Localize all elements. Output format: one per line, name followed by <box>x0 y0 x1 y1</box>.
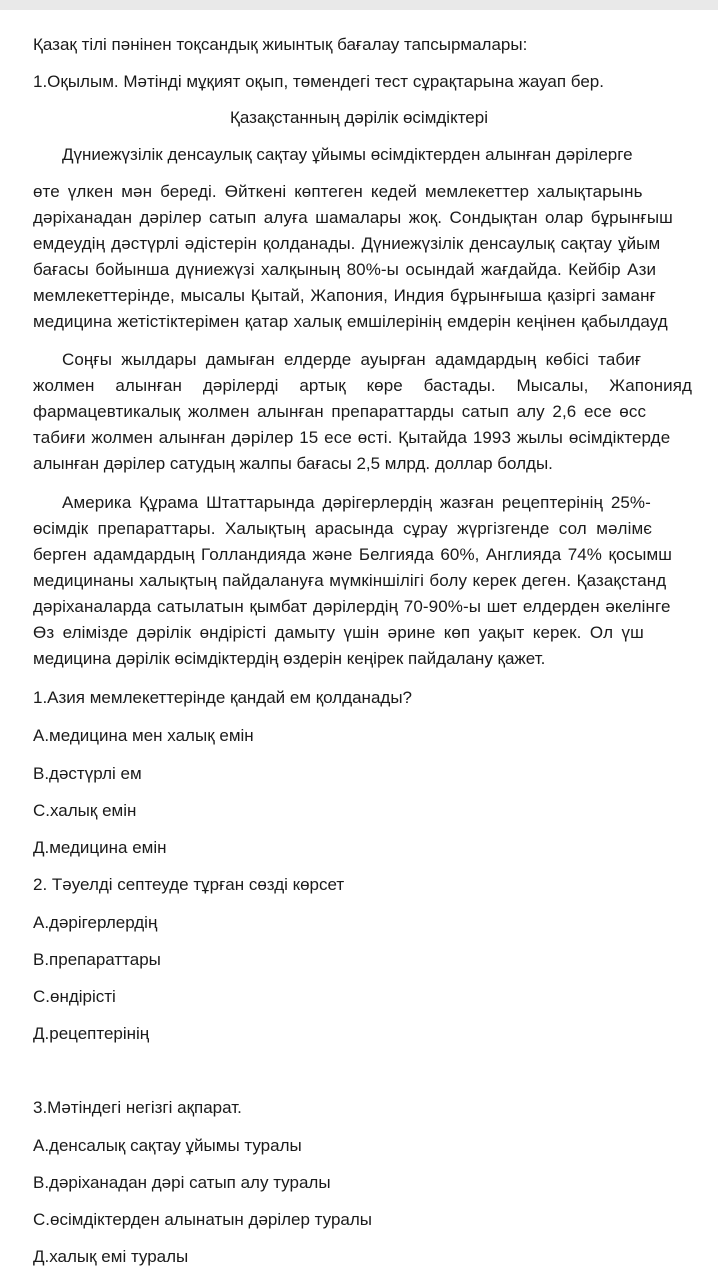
paragraph-line: табиғи жолмен алынған дәрілер 15 есе өсті. Қытайда 1993 жылы өсімдіктерде <box>33 428 671 447</box>
paragraph-line: берген адамдардың Голландияда және Белгияда 60%, Англияда 74% қосымш <box>33 545 672 564</box>
paragraph-line: Өз елімізде дәрілік өндірісті дамыту үшін әрине көп уақыт керек. Ол үш <box>33 623 644 642</box>
header: Қазақ тілі пәнінен тоқсандық жиынтық бағалау тапсырмалары: <box>33 35 528 54</box>
paragraph-line: фармацевтикалық жолмен алынған препараттарды сатып алу 2,6 есе өсс <box>33 402 647 421</box>
answer-option[interactable]: В.дәріханадан дәрі сатып алу туралы <box>33 1173 331 1192</box>
paragraph-line: дәріханадан дәрілер сатып алуға шамалары жоқ. Сондықтан олар бұрынғыш <box>33 208 673 227</box>
paragraph-line: өсімдік препараттары. Халықтың арасында сұрау жүргізгенде сол мәлімє <box>33 519 653 538</box>
answer-option[interactable]: С.өсімдіктерден алынатын дәрілер туралы <box>33 1210 373 1229</box>
answer-option[interactable]: А.денсалық сақтау ұйымы туралы <box>33 1136 302 1155</box>
paragraph-line: медицина дәрілік өсімдіктердің өздерін кеңірек пайдалану қажет. <box>33 649 546 668</box>
paragraph-line: медицинаны халықтың пайдалануға мүмкіншілігі болу керек деген. Қазақстанд <box>33 571 667 590</box>
question-3: 3.Мәтіндегі негізгі ақпарат. <box>33 1098 242 1117</box>
paragraph-line: Америка Құрама Штаттарында дәрігерлердің жазған рецептерінің 25%- <box>62 493 651 512</box>
paragraph-line: жолмен алынған дәрілерді артық көре бастады. Мысалы, Жапонияд <box>33 376 693 395</box>
answer-option[interactable]: В.дәстүрлі ем <box>33 764 142 783</box>
text-title: Қазақстанның дәрілік өсімдіктері <box>230 108 488 127</box>
answer-option[interactable]: В.препараттары <box>33 950 161 969</box>
answer-option[interactable]: А.дәрігерлердің <box>33 913 158 932</box>
paragraph-line: бағасы бойынша дүниежүзі халқының 80%-ы осындай жағдайда. Кейбір Ази <box>33 260 657 279</box>
answer-option[interactable]: С.өндірісті <box>33 987 116 1006</box>
paragraph-line: өте үлкен мән береді. Өйткені көптеген кедей мемлекеттер халықтарынь <box>33 182 643 201</box>
paragraph-line: емдеудің дәстүрлі әдістерін қолданады. Дүниежүзілік денсаулық сақтау ұйым <box>33 234 661 253</box>
task-instruction: 1.Оқылым. Мәтінді мұқият оқып, төмендегі тест сұрақтарына жауап бер. <box>33 72 604 91</box>
paragraph-line: медицина жетістіктерімен қатар халық емшілерінің емдерін кеңінен қабылдауд <box>33 312 668 331</box>
question-2: 2. Тәуелді септеуде тұрған сөзді көрсет <box>33 875 345 894</box>
paragraph-line: Дүниежүзілік денсаулық сақтау ұйымы өсімдіктерден алынған дәрілерге <box>62 145 633 164</box>
answer-option[interactable]: А.медицина мен халық емін <box>33 726 254 745</box>
answer-option[interactable]: Д.медицина емін <box>33 838 167 857</box>
answer-option[interactable]: Д.халық емі туралы <box>33 1247 189 1266</box>
answer-option[interactable]: С.халық емін <box>33 801 137 820</box>
paragraph-line: алынған дәрілер сатудың жалпы бағасы 2,5 млрд. доллар болды. <box>33 454 553 473</box>
paragraph-line: мемлекеттерінде, мысалы Қытай, Жапония, Индия бұрынғыша қазіргі заманғ <box>33 286 656 305</box>
question-1: 1.Азия мемлекеттерінде қандай ем қолданады? <box>33 688 412 707</box>
answer-option[interactable]: Д.рецептерінің <box>33 1024 150 1043</box>
paragraph-line: Соңғы жылдары дамыған елдерде ауырған адамдардың көбісі табиғ <box>62 350 642 369</box>
paragraph-line: дәріханаларда сатылатын қымбат дәрілердің 70-90%-ы шет елдерден әкелінге <box>33 597 671 616</box>
